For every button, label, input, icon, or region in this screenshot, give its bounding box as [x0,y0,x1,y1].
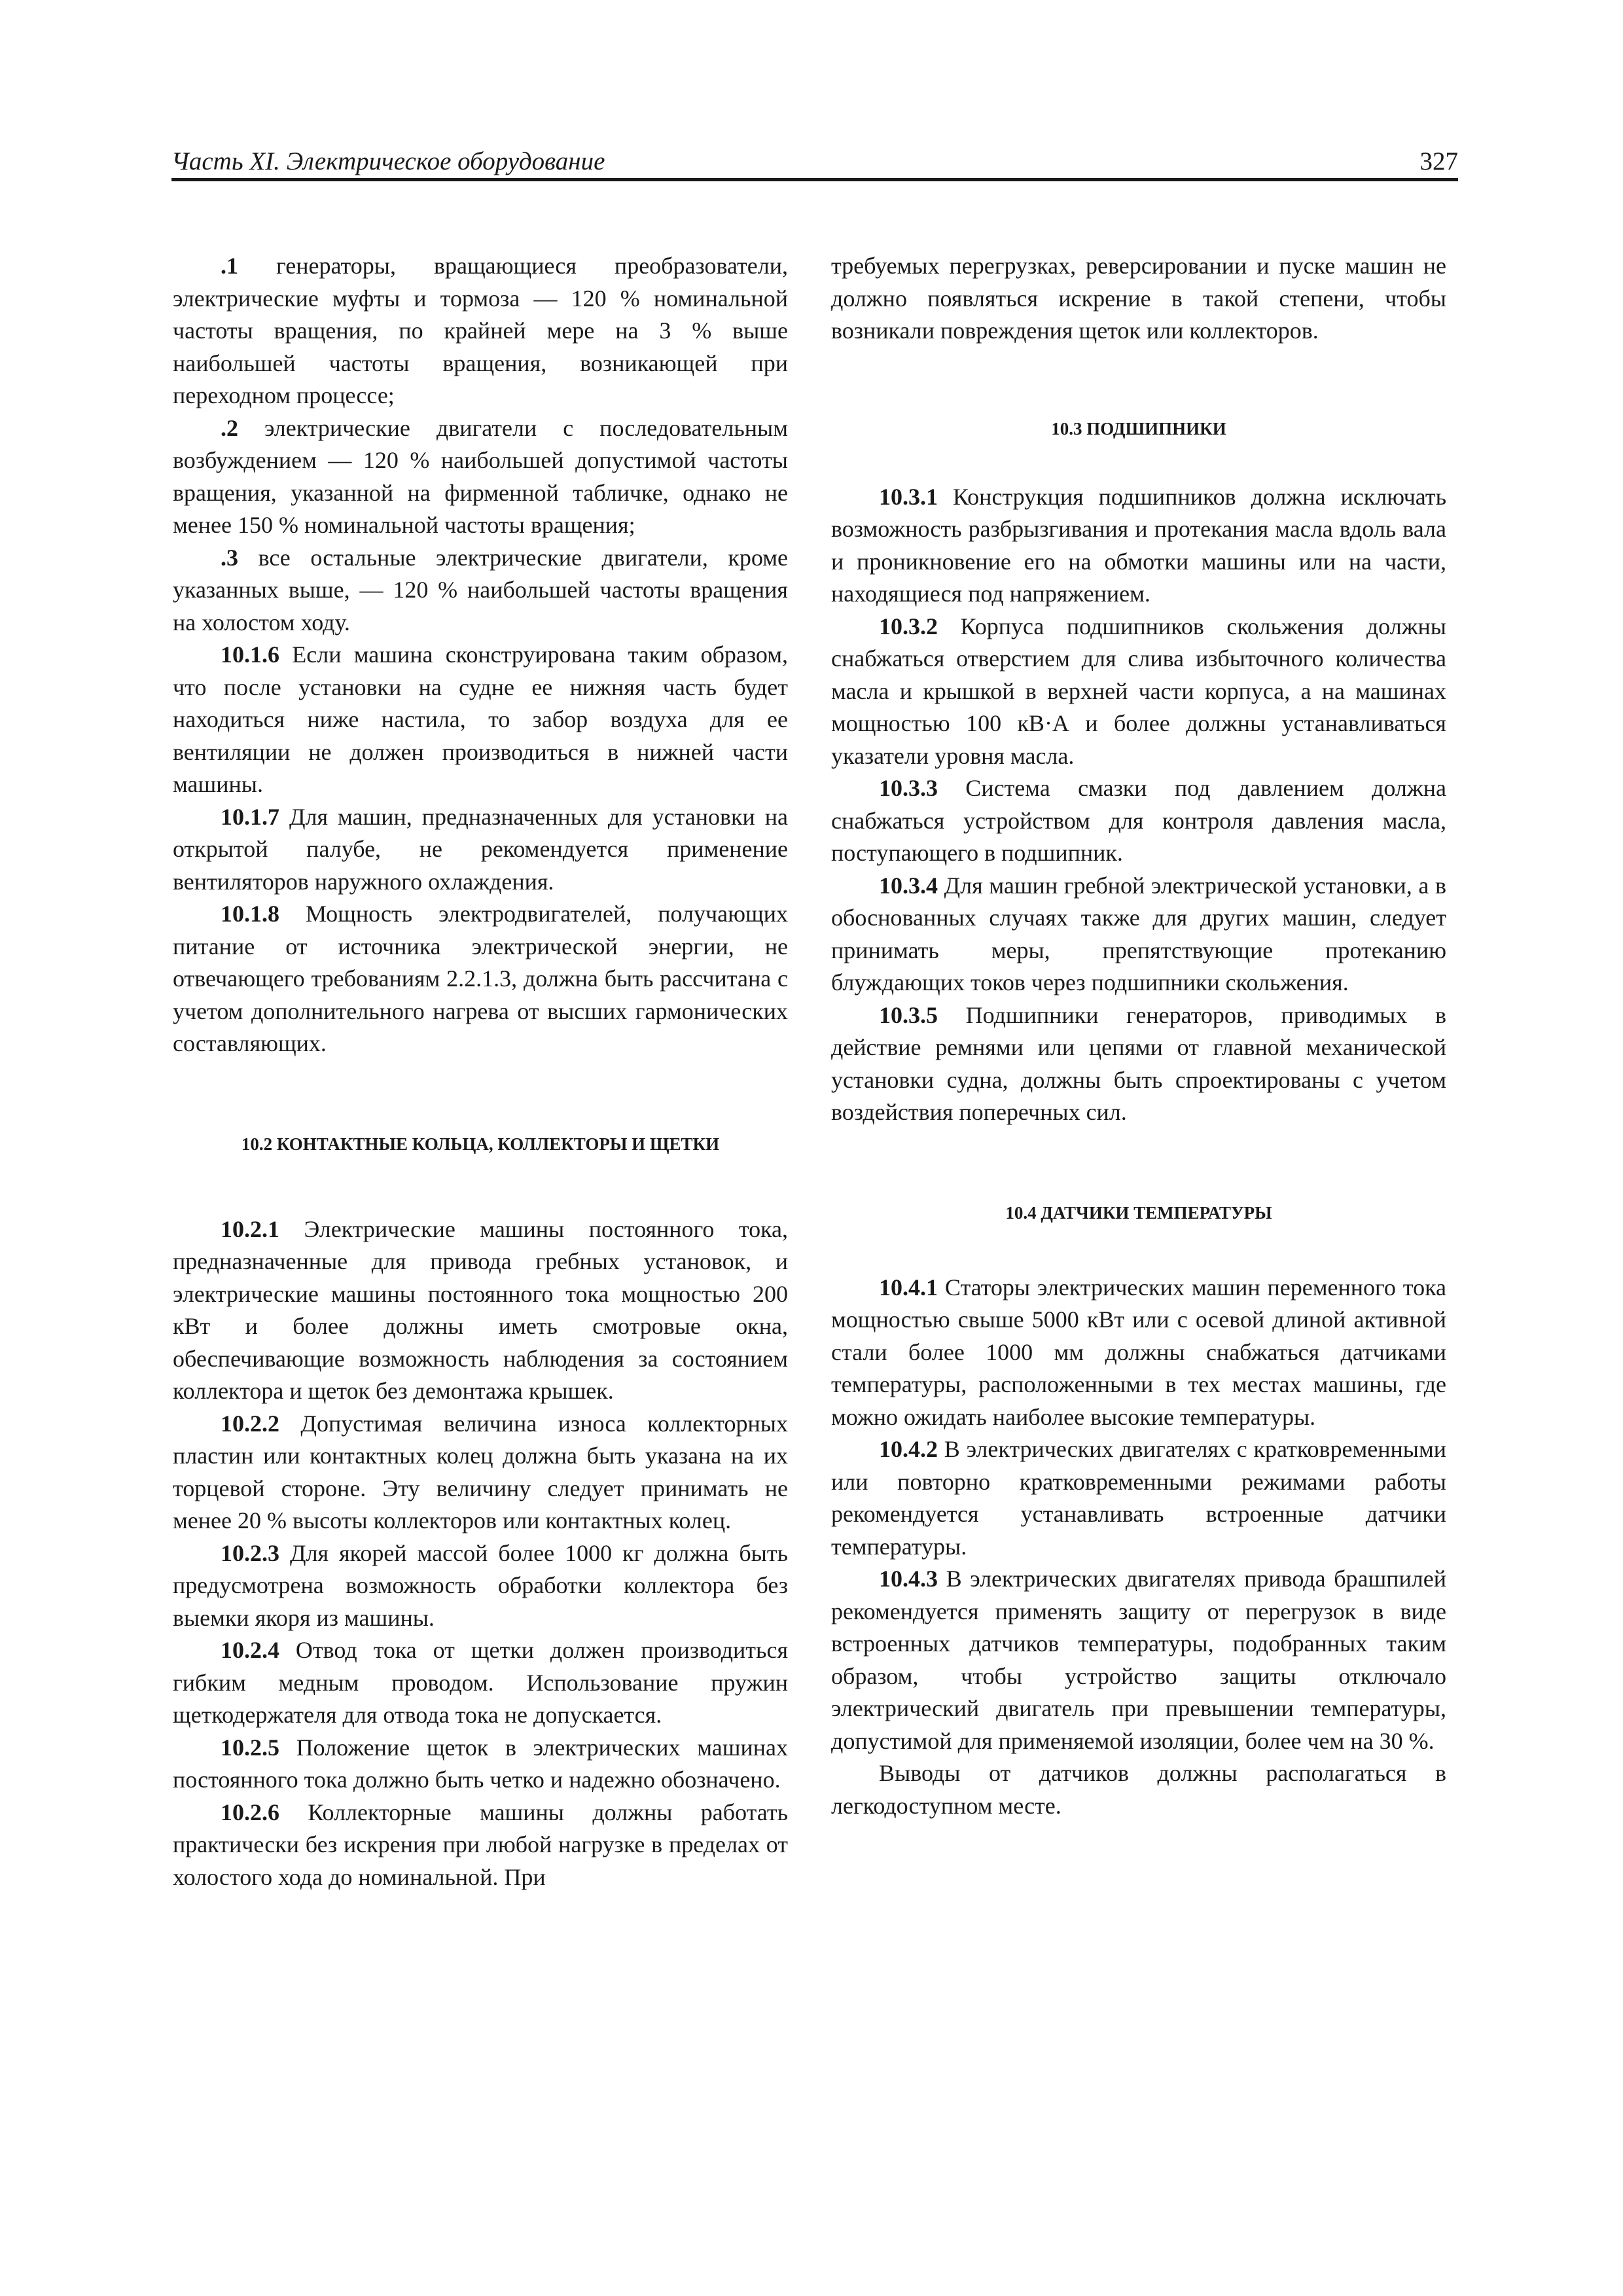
item-number: 10.2.4 [221,1637,279,1663]
paragraph [831,999,1446,1129]
paragraph [831,481,1446,611]
item-number: 10.2.5 [221,1734,279,1761]
item-number: 10.2.2 [221,1410,279,1437]
paragraph-text: Мощность электродвигателей, получающих питание от источника электрической энергии, не отвечающего требованиям 2.2.1.3, должна быть рассчитана с учетом дополнительного нагрева от высших гармонических составляющих. [173,901,788,1056]
item-number: .3 [221,544,238,571]
paragraph [173,1634,788,1732]
item-number: 10.2.3 [221,1539,279,1566]
right-column [831,250,1446,1822]
paragraph: Выводы от датчиков должны располагаться в легкодоступном месте. [831,1760,1446,1819]
item-number: 10.1.8 [221,901,279,927]
paragraph-text: В электрических двигателях привода брашпилей рекомендуется применять защиту от перегрузок в виде встроенных датчиков температуры, подобранных таким образом, чтобы устройство защиты отключало электрический двигатель при превышении температуры, допустимой для применяемой изоляции, более чем на 30 %. [831,1566,1446,1754]
paragraph [173,898,788,1060]
paragraph [173,542,788,639]
paragraph-text: Если машина сконструирована таким образом, что после установки на судне ее нижняя часть будет находиться ниже настила, то забор воздуха для ее вентиляции не должен производиться в нижней части машины. [173,641,788,797]
item-number: 10.4.3 [879,1566,938,1592]
paragraph [173,412,788,542]
item-number: 10.4.2 [879,1436,938,1462]
paragraph-text: Допустимая величина износа коллекторных пластин или контактных колец должна быть указана на их торцевой стороне. Эту величину следует принимать не менее 20 % высоты коллекторов или контактных колец. [173,1410,788,1534]
left-column [173,250,788,1893]
section-heading-10-2: 10.2 КОНТАКТНЫЕ КОЛЬЦА, КОЛЛЕКТОРЫ И ЩЕТКИ [241,1134,720,1154]
paragraph-text: Электрические машины постоянного тока, предназначенные для привода гребных установок, и электрические машины постоянного тока мощностью 200 кВт и более должны иметь смотровые окна, обеспечивающие возможность наблюдения за состоянием коллектора и щеток без демонтажа крышек. [173,1215,788,1404]
paragraph [831,611,1446,773]
section-heading-10-3: 10.3 ПОДШИПНИКИ [1051,418,1226,439]
item-number: 10.2.6 [221,1799,279,1825]
item-number: .2 [221,414,238,441]
paragraph-text: Конструкция подшипников должна исключать возможность разбрызгивания и протекания масла вдоль вала и проникновение его на обмотки машины или на части, находящиеся под напряжением. [831,483,1446,607]
paragraph [831,870,1446,999]
paragraph-text: Отвод тока от щетки должен производиться гибким медным проводом. Использование пружин щеткодержателя для отвода тока не допускается. [173,1637,788,1728]
item-number: 10.1.7 [221,803,279,830]
paragraph [831,1433,1446,1563]
item-number: .1 [221,253,238,279]
item-number: 10.4.1 [879,1274,938,1300]
paragraph-text: Для якорей массой более 1000 кг должна быть предусмотрена возможность обработки коллектора без выемки якоря из машины. [173,1539,788,1631]
header-rule [171,178,1458,181]
paragraph [173,1732,788,1797]
paragraph [173,1797,788,1894]
paragraph [831,772,1446,870]
item-number: 10.3.5 [879,1001,938,1028]
paragraph-text: В электрических двигателях с кратковременными или повторно кратковременными режимами работы рекомендуется устанавливать встроенные датчики температуры. [831,1436,1446,1560]
paragraph-text: Статоры электрических машин переменного тока мощностью свыше 5000 кВт или с осевой длиной активной стали более 1000 мм должны снабжаться датчиками температуры, расположенными в тех местах машины, где можно ожидать наиболее высокие температуры. [831,1274,1446,1430]
paragraph-text: генераторы, вращающиеся преобразователи, электрические муфты и тормоза — 120 % номинальной частоты вращения, по крайней мере на 3 % выше наибольшей частоты вращения, возникающей при переходном процессе; [173,253,788,408]
paragraph-text: Для машин гребной электрической установки, а в обоснованных случаях также для других машин, следует принимать меры, препятствующие протеканию блуждающих токов через подшипники скольжения. [831,872,1446,996]
paragraph-text: Положение щеток в электрических машинах постоянного тока должно быть четко и надежно обозначено. [173,1734,788,1793]
page-header [171,145,1458,178]
item-number: 10.3.2 [879,613,938,639]
item-number: 10.2.1 [221,1215,279,1242]
paragraph [831,1563,1446,1757]
paragraph-text: Корпуса подшипников скольжения должны снабжаться отверстием для слива избыточного количества масла и крышкой в верхней части корпуса, а на машинах мощностью 100 кВ·А и более должны устанавливаться указатели уровня масла. [831,613,1446,769]
paragraph-text: все остальные электрические двигатели, кроме указанных выше, — 120 % наибольшей частоты вращения на холостом ходу. [173,544,788,636]
paragraph-text: электрические двигатели с последовательным возбуждением — 120 % наибольшей допустимой частоты вращения, указанной на фирменной табличке, однако не менее 150 % номинальной частоты вращения; [173,414,788,538]
item-number: 10.3.3 [879,775,938,801]
page-number: 327 [1419,147,1458,175]
running-title: Часть XI. Электрическое оборудование [171,147,605,175]
paragraph-text: Система смазки под давлением должна снабжаться устройством для контроля давления масла, поступающего в подшипник. [831,775,1446,866]
paragraph-text: Для машин, предназначенных для установки на открытой палубе, не рекомендуется применение вентиляторов наружного охлаждения. [173,803,788,895]
paragraph [831,1272,1446,1434]
paragraph-text: Подшипники генераторов, приводимых в действие ремнями или цепями от главной механической установки судна, должны быть спроектированы с учетом воздействия поперечных сил. [831,1001,1446,1125]
paragraph [173,639,788,801]
paragraph [173,1537,788,1635]
item-number: 10.3.1 [879,483,938,510]
paragraph-continuation: требуемых перегрузках, реверсировании и пуске машин не должно появляться искрение в такой степени, чтобы возникали повреждения щеток или коллекторов. [831,253,1446,344]
section-heading-10-4: 10.4 ДАТЧИКИ ТЕМПЕРАТУРЫ [1005,1202,1272,1223]
paragraph [173,1408,788,1537]
paragraph [173,801,788,899]
paragraph [173,250,788,412]
paragraph [173,1213,788,1408]
paragraph-text: Коллекторные машины должны работать практически без искрения при любой нагрузке в пределах от холостого хода до номинальной. При [173,1799,788,1890]
item-number: 10.3.4 [879,872,938,899]
item-number: 10.1.6 [221,641,279,668]
